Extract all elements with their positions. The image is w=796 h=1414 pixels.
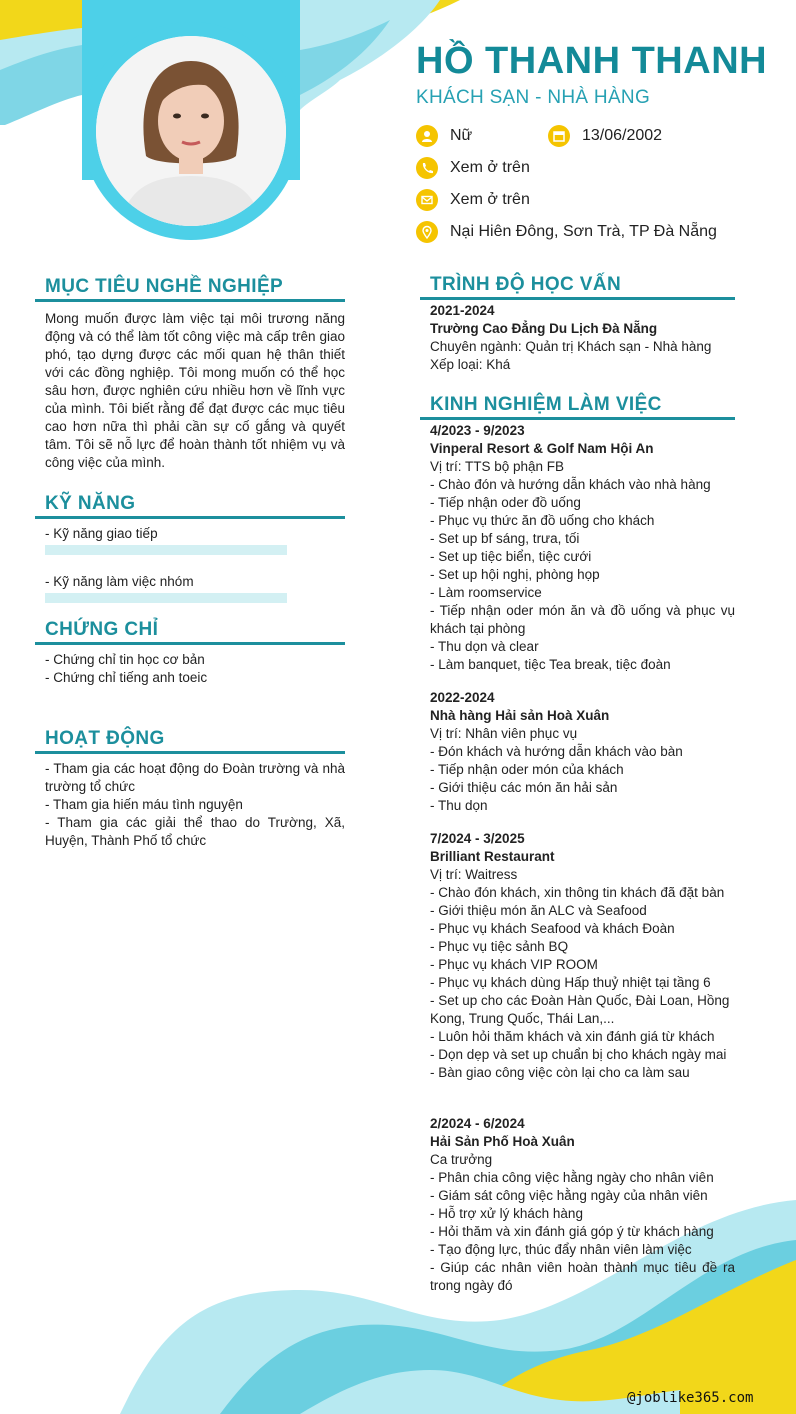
job-company: Brilliant Restaurant (430, 849, 555, 864)
job-duty: - Phục vụ tiệc sảnh BQ (430, 939, 569, 954)
education-rule (420, 297, 735, 300)
job-duty: - Làm roomservice (430, 585, 542, 600)
portrait-illustration (96, 36, 286, 226)
job-duty: - Thu dọn (430, 798, 488, 813)
objective-title: MỤC TIÊU NGHỀ NGHIỆP (45, 276, 284, 297)
job-company: Hải Sản Phố Hoà Xuân (430, 1134, 575, 1149)
job-duty: - Giám sát công việc hằng ngày của nhân viên (430, 1188, 708, 1203)
job-duty: - Phục vụ khách VIP ROOM (430, 957, 598, 972)
job-period: 4/2023 - 9/2023 (430, 423, 525, 438)
mail-icon (416, 189, 438, 211)
job-duty: - Set up cho các Đoàn Hàn Quốc, Đài Loan, Hồng Kong, Trung Quốc, Thái Lan,... (430, 993, 730, 1026)
skill-item: - Kỹ năng giao tiếp (45, 526, 158, 541)
job-duty: - Giới thiệu món ăn ALC và Seafood (430, 903, 647, 918)
job-duty: - Giúp các nhân viên hoàn thành mục tiêu đề ra trong ngày đó (430, 1260, 735, 1293)
skills-section (35, 492, 345, 603)
gender-value: Nữ (450, 127, 473, 144)
job-duty: - Phục vụ khách Seafood và khách Đoàn (430, 921, 675, 936)
job-duty: - Tạo động lực, thúc đẩy nhân viên làm việc (430, 1242, 692, 1257)
certificate-item: - Chứng chỉ tin học cơ bản (45, 652, 205, 667)
contact-email (416, 189, 530, 211)
header (416, 40, 767, 110)
job-duty: - Phục vụ khách dùng Hấp thuỷ nhiệt tại tầng 6 (430, 975, 711, 990)
contact-address (416, 221, 717, 243)
activity-item: - Tham gia các giải thể thao do Trường, Xã, Huyện, Thành Phố tổ chức (45, 815, 345, 848)
job-duty: - Tiếp nhận oder món ăn và đồ uống và phục vụ khách tại phòng (430, 603, 735, 636)
job-duty: - Set up hội nghị, phòng họp (430, 567, 600, 582)
phone-value: Xem ở trên (450, 159, 530, 176)
job-position: Ca trưởng (430, 1152, 493, 1167)
education-title: TRÌNH ĐỘ HỌC VẤN (430, 274, 622, 295)
job-period: 2022-2024 (430, 690, 495, 705)
profile-photo (96, 36, 286, 226)
job-duty: - Set up bf sáng, trưa, tối (430, 531, 580, 546)
calendar-icon (548, 125, 570, 147)
activities-rule (35, 751, 345, 754)
activities-section (35, 727, 345, 850)
job-duty: - Luôn hỏi thăm khách và xin đánh giá từ khách (430, 1029, 715, 1044)
watermark: @joblike365.com (627, 1390, 754, 1406)
job-duty: - Đón khách và hướng dẫn khách vào bàn (430, 744, 683, 759)
certificates-title: CHỨNG CHỈ (45, 619, 159, 640)
job-duty: - Giới thiệu các món ăn hải sản (430, 780, 618, 795)
experience-section (420, 393, 735, 1295)
activity-item: - Tham gia hiến máu tình nguyện (45, 797, 243, 812)
job-entry (420, 689, 735, 815)
candidate-name: HỒ THANH THANH (416, 40, 768, 82)
contact-gender (416, 125, 472, 147)
location-pin-icon (416, 221, 438, 243)
job-position: Vị trí: Waitress (430, 867, 518, 882)
job-entry (420, 830, 735, 1082)
job-entry (420, 422, 735, 674)
activity-item: - Tham gia các hoạt động do Đoàn trường và nhà trường tổ chức (45, 761, 345, 794)
job-company: Vinperal Resort & Golf Nam Hội An (430, 441, 654, 456)
job-duty: - Phục vụ thức ăn đồ uống cho khách (430, 513, 655, 528)
skills-title: KỸ NĂNG (45, 493, 136, 514)
education-section (420, 273, 735, 374)
dob-value: 13/06/2002 (582, 127, 663, 144)
skill-bar (45, 545, 287, 555)
job-duty: - Chào đón khách, xin thông tin khách đã đặt bàn (430, 885, 725, 900)
phone-icon (416, 157, 438, 179)
experience-title: KINH NGHIỆM LÀM VIỆC (430, 394, 662, 415)
job-company: Nhà hàng Hải sản Hoà Xuân (430, 708, 610, 723)
education-grade: Xếp loại: Khá (430, 357, 511, 372)
objective-text: Mong muốn được làm việc tại môi trương năng động và có thể làm tốt công việc mà cấp trên giao phó, tạo dựng được các mối quan hệ thân thiết với các đồng nghiệp. Tôi mong muốn có thể học sâu hơn, được nghiên cứu nhiều hơn về lĩnh vực của mình. Tôi biết rằng để đạt được các mục tiêu cao hơn nữa thì phải cần sự cố gắng và quyết tâm. Tôi sẽ nỗ lực để hoàn thành tốt nhiệm vụ và công việc của mình. (45, 311, 345, 470)
job-duty: - Chào đón và hướng dẫn khách vào nhà hàng (430, 477, 711, 492)
job-position: Vị trí: Nhân viên phục vụ (430, 726, 578, 741)
job-duty: - Thu dọn và clear (430, 639, 539, 654)
job-duty: - Làm banquet, tiệc Tea break, tiệc đoàn (430, 657, 671, 672)
user-icon (416, 125, 438, 147)
candidate-role: KHÁCH SẠN - NHÀ HÀNG (416, 87, 651, 108)
job-entry (420, 1115, 735, 1295)
job-duty: - Tiếp nhận oder đồ uống (430, 495, 581, 510)
skill-bar (45, 593, 287, 603)
certificates-section (35, 618, 345, 687)
education-major: Chuyên ngành: Quản trị Khách sạn - Nhà hàng (430, 339, 712, 354)
contact-dob (548, 125, 662, 147)
contact-phone (416, 157, 530, 179)
experience-rule (420, 417, 735, 420)
job-duty: - Hỏi thăm và xin đánh giá góp ý từ khách hàng (430, 1224, 714, 1239)
email-value: Xem ở trên (450, 191, 530, 208)
job-duty: - Bàn giao công việc còn lại cho ca làm sau (430, 1065, 690, 1080)
job-duty: - Tiếp nhận oder món của khách (430, 762, 624, 777)
education-school: Trường Cao Đẳng Du Lịch Đà Nẵng (430, 321, 658, 336)
job-duty: - Dọn dẹp và set up chuẩn bị cho khách ngày mai (430, 1047, 727, 1062)
certificate-item: - Chứng chỉ tiếng anh toeic (45, 670, 208, 685)
job-duty: - Set up tiệc biển, tiệc cưới (430, 549, 592, 564)
activities-title: HOẠT ĐỘNG (45, 728, 165, 749)
job-duty: - Phân chia công việc hằng ngày cho nhân viên (430, 1170, 714, 1185)
job-period: 2/2024 - 6/2024 (430, 1116, 525, 1131)
skill-item: - Kỹ năng làm việc nhóm (45, 574, 194, 589)
objective-section (35, 275, 345, 472)
job-period: 7/2024 - 3/2025 (430, 831, 525, 846)
job-position: Vị trí: TTS bộ phận FB (430, 459, 565, 474)
objective-rule (35, 299, 345, 302)
certificates-rule (35, 642, 345, 645)
job-duty: - Hỗ trợ xử lý khách hàng (430, 1206, 583, 1221)
address-value: Nại Hiên Đông, Sơn Trà, TP Đà Nẵng (450, 223, 717, 240)
skills-rule (35, 516, 345, 519)
education-period: 2021-2024 (430, 303, 495, 318)
